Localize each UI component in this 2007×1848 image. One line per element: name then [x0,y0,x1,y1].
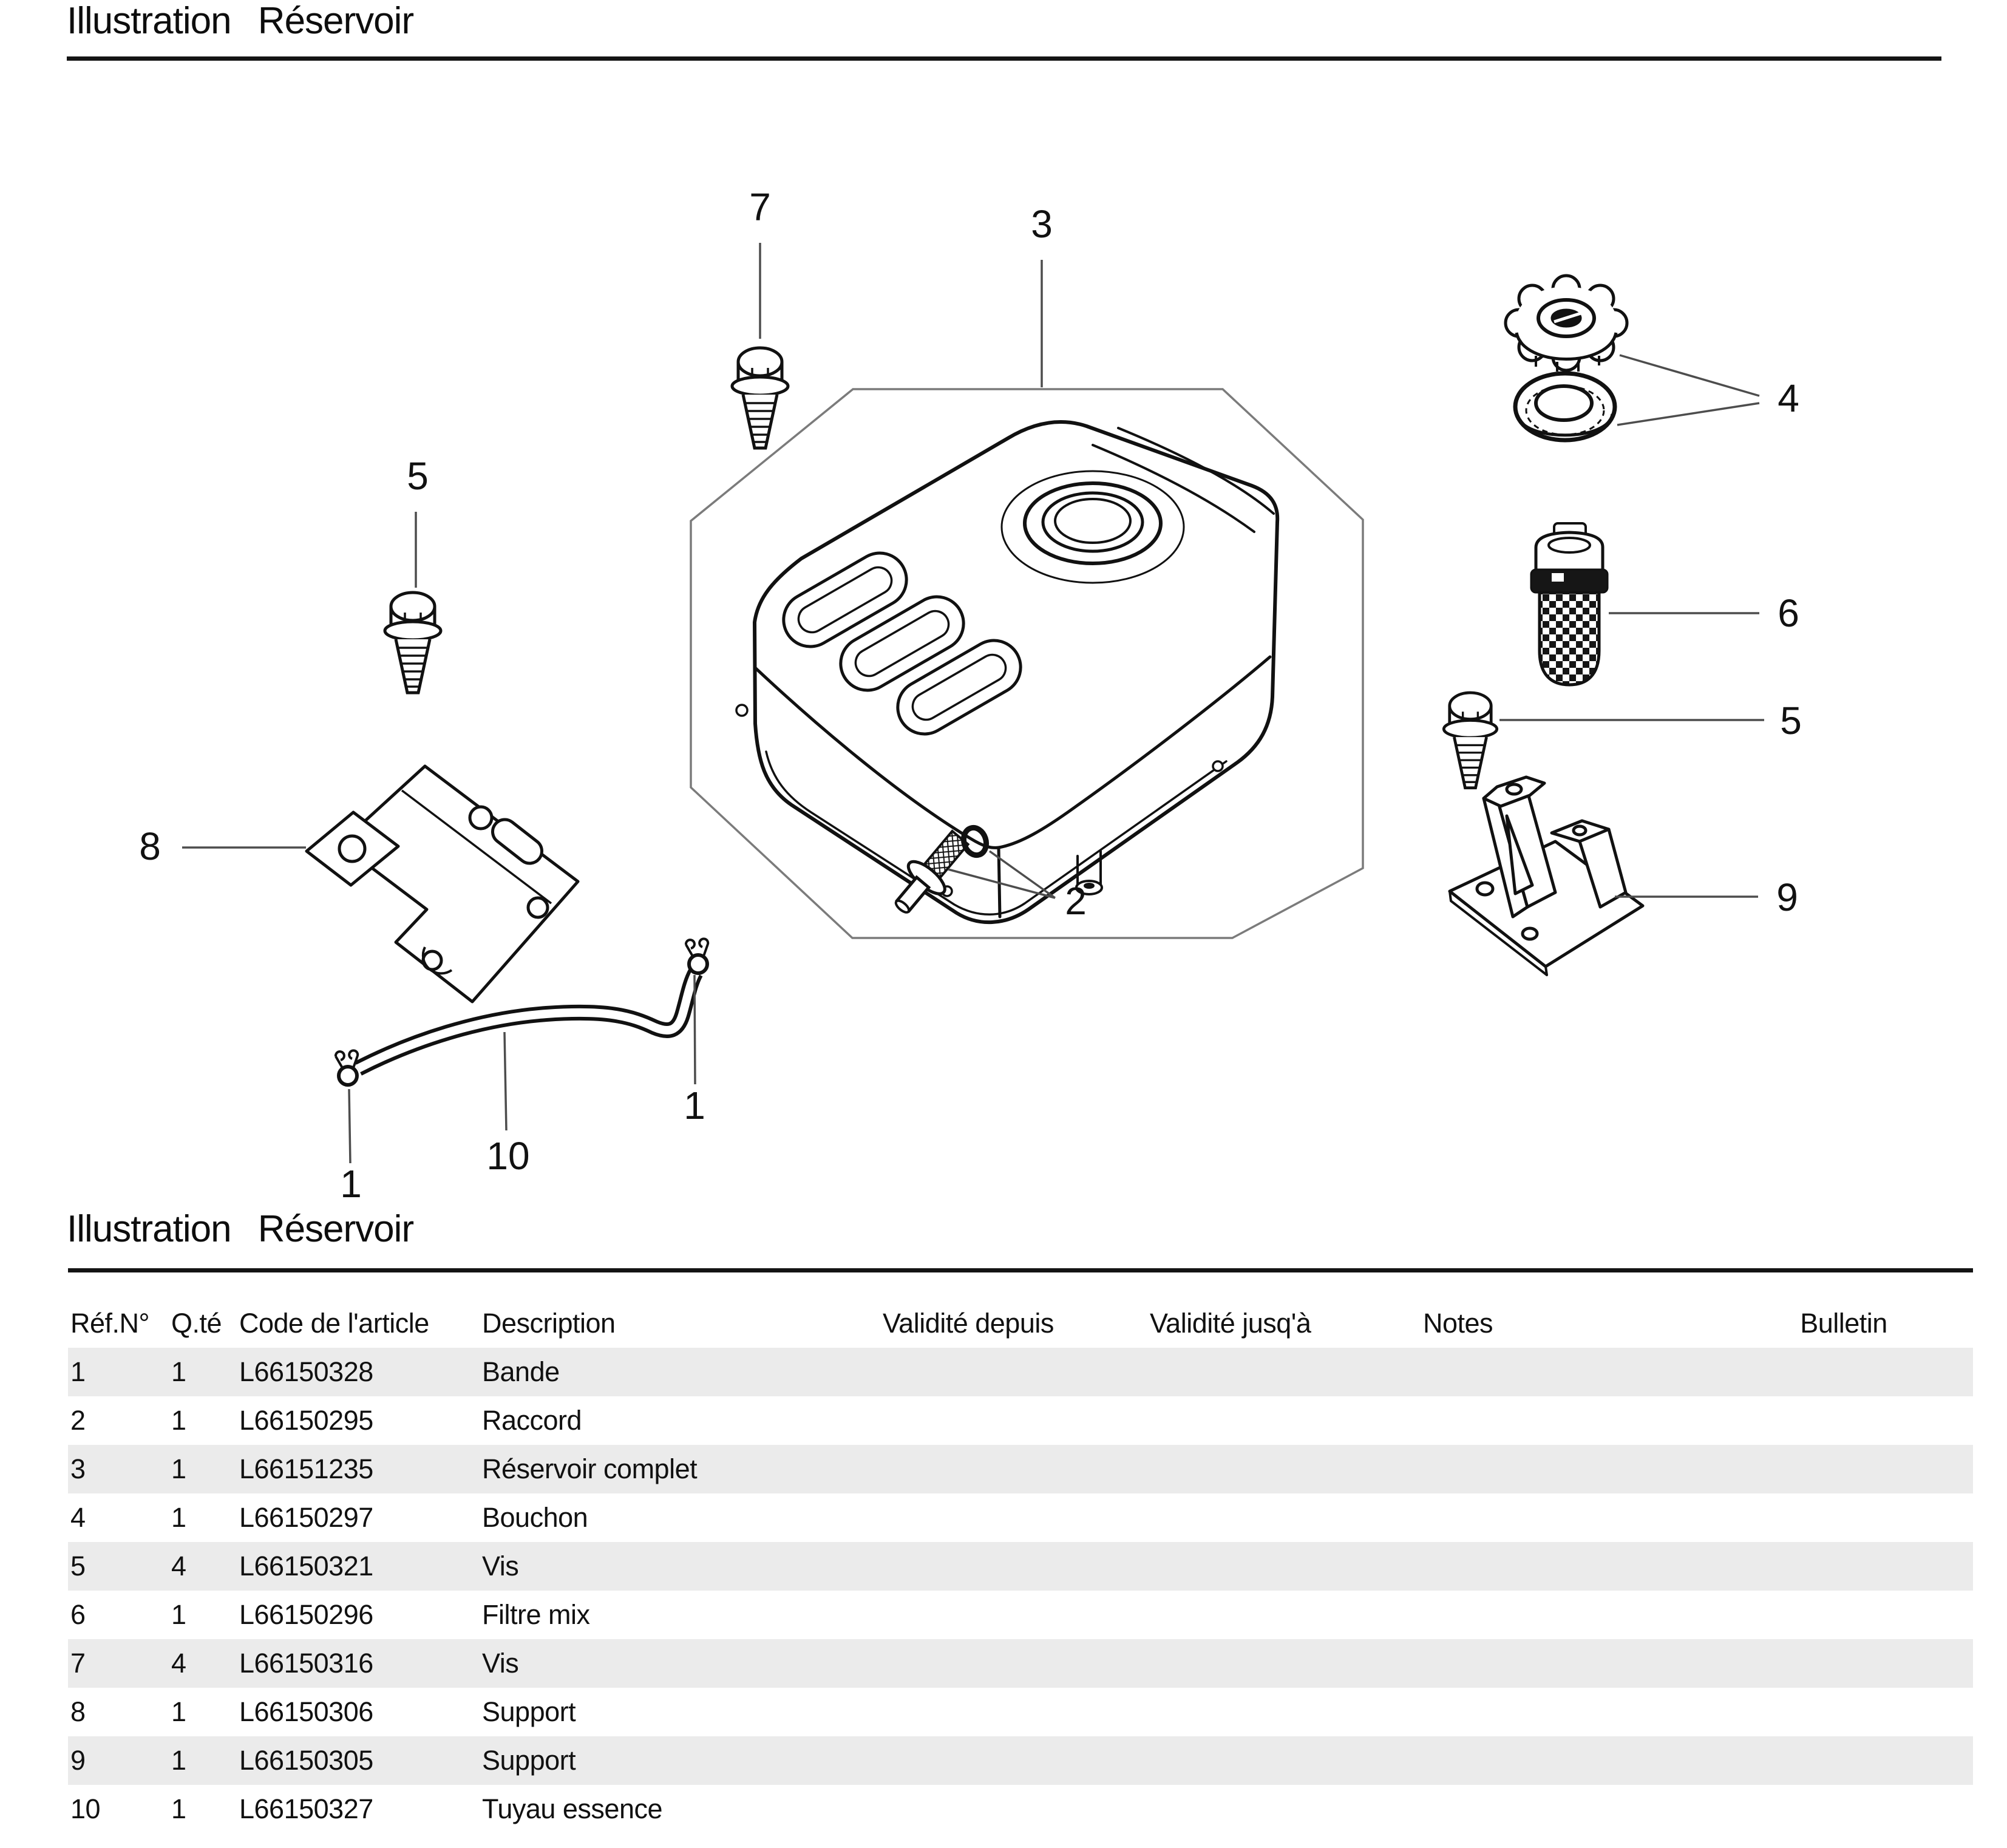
section-title: Illustration Réservoir [67,1208,414,1250]
cell-bulletin [1714,1639,1973,1688]
callout-10: 10 [486,1134,530,1178]
cell-valid-from [883,1542,1150,1591]
callout-6: 6 [1778,591,1799,635]
fuel-filter [1531,523,1608,685]
cell-qty: 4 [171,1551,186,1581]
screw-7-icon [732,348,788,448]
callout-1a: 1 [340,1162,362,1206]
cell-bulletin [1714,1348,1973,1396]
cell-ref: 9 [70,1745,86,1776]
cell-code: L66150305 [239,1745,373,1776]
cell-code: L66150297 [239,1502,373,1533]
cell-bulletin [1714,1736,1973,1785]
table-row [68,1493,1973,1542]
table-row [68,1736,1973,1785]
col-header-valid-to: Validité jusq'à [1150,1308,1311,1339]
cell-notes [1423,1445,1714,1493]
cell-valid-from [883,1688,1150,1736]
cell-qty: 1 [171,1502,186,1533]
screw-5-right-icon [1444,693,1496,788]
col-header-qty: Q.té [171,1308,222,1339]
cell-valid-from [883,1785,1150,1833]
fuel-cap-knob [1506,276,1627,372]
cell-valid-to [1150,1688,1423,1736]
cell-bulletin [1714,1542,1973,1591]
parts-table [68,1299,1973,1833]
cell-code: L66150327 [239,1793,373,1824]
cell-qty: 1 [171,1793,186,1824]
section-divider [68,1268,1973,1272]
cell-desc: Vis [482,1648,519,1679]
flange-hole [1213,761,1223,771]
cell-valid-from [883,1445,1150,1493]
callout-4: 4 [1778,376,1799,420]
cell-desc: Réservoir complet [482,1453,698,1484]
table-row [68,1591,1973,1639]
col-header-bulletin: Bulletin [1800,1308,1887,1339]
cell-valid-to [1150,1736,1423,1785]
cell-desc: Bouchon [482,1502,588,1533]
cell-bulletin [1714,1493,1973,1542]
cell-desc: Raccord [482,1405,582,1436]
cell-valid-to [1150,1591,1423,1639]
cell-bulletin [1714,1396,1973,1445]
cell-desc: Support [482,1696,576,1727]
cell-ref: 2 [70,1405,86,1436]
table-row [68,1639,1973,1688]
callout-7: 7 [749,185,771,229]
cell-code: L66150328 [239,1356,373,1387]
cell-valid-from [883,1348,1150,1396]
cell-notes [1423,1348,1714,1396]
page-title: Illustration Réservoir [67,0,414,42]
cell-code: L66150316 [239,1648,373,1679]
cell-valid-to [1150,1785,1423,1833]
fuel-tank-drawing [736,422,1277,922]
cell-valid-to [1150,1542,1423,1591]
col-header-notes: Notes [1423,1308,1493,1339]
hose-clip-right-icon [686,939,708,973]
cell-valid-to [1150,1396,1423,1445]
cell-desc: Tuyau essence [482,1793,663,1824]
col-header-valid-from: Validité depuis [883,1308,1054,1339]
cell-notes [1423,1785,1714,1833]
cell-notes [1423,1493,1714,1542]
support-bracket-8 [307,766,578,1002]
cell-ref: 6 [70,1599,86,1630]
col-header-desc: Description [482,1308,616,1339]
cell-qty: 1 [171,1745,186,1776]
callout-1b: 1 [684,1084,705,1127]
cell-qty: 1 [171,1356,186,1387]
hose-clip-left-icon [336,1050,358,1085]
cell-qty: 1 [171,1453,186,1484]
table-row [68,1785,1973,1833]
cell-ref: 4 [70,1502,86,1533]
table-row [68,1542,1973,1591]
cell-notes [1423,1688,1714,1736]
cell-bulletin [1714,1445,1973,1493]
cell-qty: 1 [171,1696,186,1727]
cell-code: L66151235 [239,1453,373,1484]
cell-desc: Support [482,1745,576,1776]
cell-valid-to [1150,1493,1423,1542]
cell-code: L66150296 [239,1599,373,1630]
cell-notes [1423,1639,1714,1688]
cell-desc: Bande [482,1356,560,1387]
table-row [68,1348,1973,1396]
col-header-code: Code de l'article [239,1308,429,1339]
table-row [68,1396,1973,1445]
cell-ref: 7 [70,1648,86,1679]
callout-5b: 5 [1780,699,1802,742]
fuel-hose [358,973,696,1068]
filler-ring-inner [1055,499,1130,543]
cell-notes [1423,1591,1714,1639]
cell-valid-from [883,1396,1150,1445]
fuel-cap-gasket [1515,373,1615,440]
flange-hole [736,705,747,716]
cell-notes [1423,1542,1714,1591]
cell-code: L66150295 [239,1405,373,1436]
cell-ref: 8 [70,1696,86,1727]
cell-qty: 1 [171,1405,186,1436]
screw-5-left-icon [385,593,441,693]
cell-bulletin [1714,1785,1973,1833]
cell-valid-to [1150,1445,1423,1493]
cell-valid-from [883,1591,1150,1639]
col-header-ref: Réf.N° [70,1308,150,1339]
callout-9: 9 [1776,875,1798,919]
cell-valid-to [1150,1639,1423,1688]
cell-notes [1423,1736,1714,1785]
cell-ref: 5 [70,1551,86,1581]
table-header-row [68,1299,1973,1348]
cell-code: L66150321 [239,1551,373,1581]
cell-valid-to [1150,1348,1423,1396]
cell-ref: 1 [70,1356,86,1387]
cell-qty: 1 [171,1599,186,1630]
cell-code: L66150306 [239,1696,373,1727]
cell-ref: 10 [70,1793,101,1824]
cell-desc: Filtre mix [482,1599,590,1630]
callout-2: 2 [1065,879,1087,923]
cell-qty: 4 [171,1648,186,1679]
callout-3: 3 [1031,202,1053,246]
cell-bulletin [1714,1591,1973,1639]
cell-valid-from [883,1639,1150,1688]
table-row [68,1445,1973,1493]
cell-valid-from [883,1493,1150,1542]
cell-valid-from [883,1736,1150,1785]
cell-desc: Vis [482,1551,519,1581]
table-row [68,1688,1973,1736]
callout-5a: 5 [407,454,429,498]
cell-notes [1423,1396,1714,1445]
support-bracket-9 [1450,777,1643,975]
cell-bulletin [1714,1688,1973,1736]
cell-ref: 3 [70,1453,86,1484]
callout-8: 8 [139,824,161,868]
